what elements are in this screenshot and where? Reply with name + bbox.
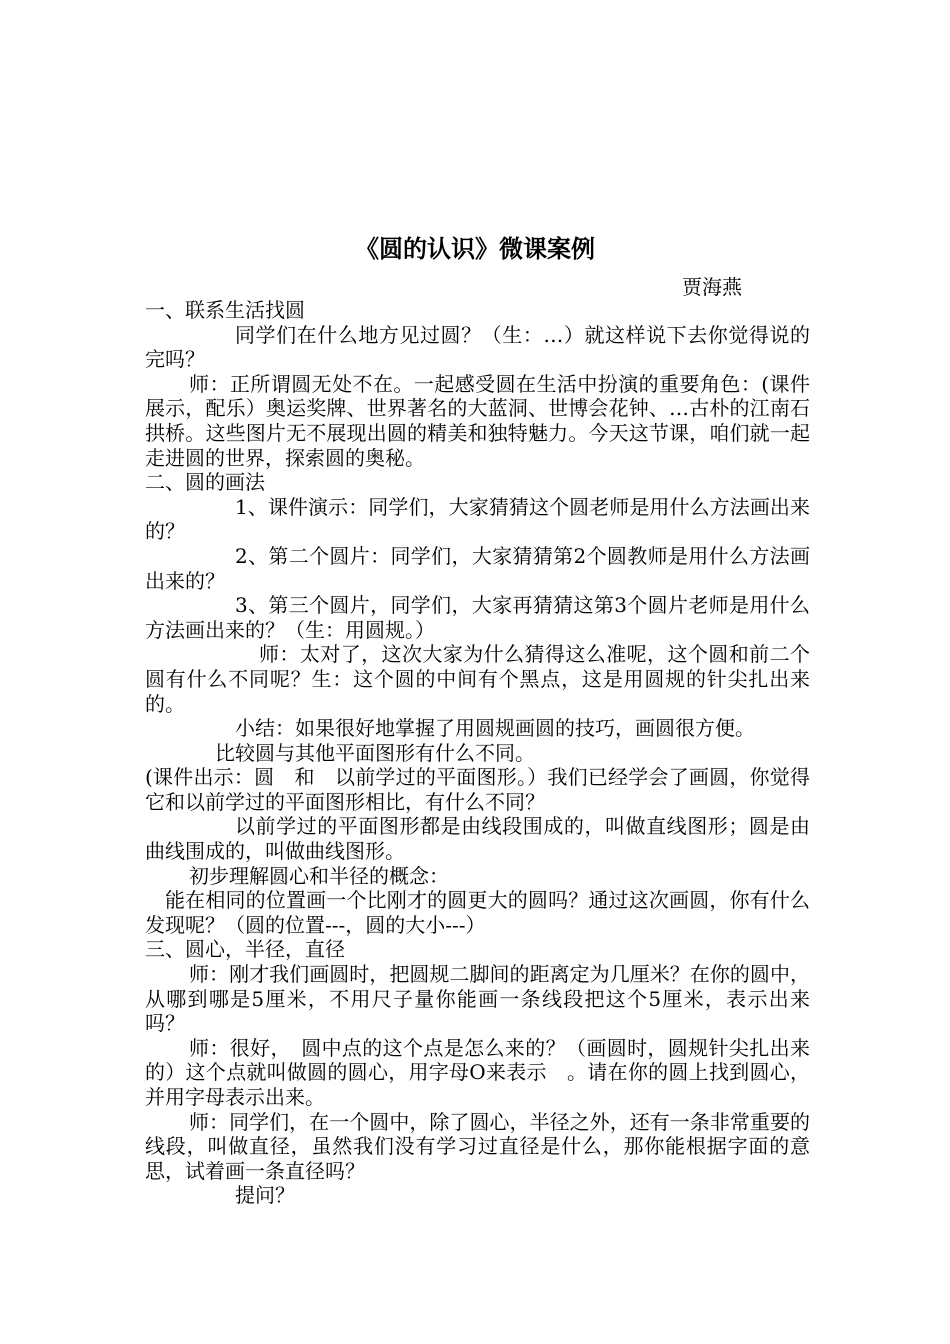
paragraph: 同学们在什么地方见过圆？（生：…）就这样说下去你觉得说的完吗？ <box>145 322 810 372</box>
paragraph: 师：太对了，这次大家为什么猜得这么准呢，这个圆和前二个圆有什么不同呢？生：这个圆的中间有个黑点，这是用圆规的针尖扎出来的。 <box>145 642 810 716</box>
paragraph: 比较圆与其他平面图形有什么不同。 <box>215 740 535 765</box>
paragraph: 3、第三个圆片，同学们，大家再猜猜这第3个圆片老师是用什么方法画出来的？（生：用圆规。） <box>145 593 810 642</box>
paragraph: 师：很好， 圆中点的这个点是怎么来的？（画圆时，圆规针尖扎出来的）这个点就叫做圆的圆心，用字母O来表示 。请在你的圆上找到圆心，并用字母表示出来。 <box>145 1035 810 1109</box>
document-title: 《圆的认识》微课案例 <box>355 235 595 263</box>
section-heading: 二、圆的画法 <box>145 470 265 495</box>
paragraph: 师：同学们，在一个圆中，除了圆心，半径之外，还有一条非常重要的线段，叫做直径，虽然我们没有学习过直径是什么，那你能根据字面的意思，试着画一条直径吗？ <box>145 1109 810 1183</box>
paragraph: (课件出示：圆 和 以前学过的平面图形。）我们已经学会了画圆，你觉得它和以前学过的平面图形相比，有什么不同？ <box>145 765 810 814</box>
paragraph: 1、课件演示：同学们，大家猜猜这个圆老师是用什么方法画出来的？ <box>145 494 810 544</box>
document-body <box>145 298 810 1208</box>
paragraph: 以前学过的平面图形都是由线段围成的，叫做直线图形；圆是由曲线围成的，叫做曲线图形。 <box>145 814 810 864</box>
paragraph: 小结：如果很好地掌握了用圆规画圆的技巧，画圆很方便。 <box>235 716 755 741</box>
author-name: 贾海燕 <box>682 275 742 299</box>
paragraph: 提问？ <box>235 1183 295 1208</box>
paragraph: 能在相同的位置画一个比刚才的圆更大的圆吗？通过这次画圆，你有什么发现呢？（圆的位置---，圆的大小---） <box>145 888 810 937</box>
paragraph: 师：正所谓圆无处不在。一起感受圆在生活中扮演的重要角色：(课件展示，配乐）奥运奖牌、世界著名的大蓝洞、世博会花钟、…古朴的江南石拱桥。这些图片无不展现出圆的精美和独特魅力。今天这节课，咱们就一起走进圆的世界，探索圆的奥秘。 <box>145 371 810 470</box>
paragraph: 2、第二个圆片：同学们，大家猜猜第2个圆教师是用什么方法画出来的？ <box>145 543 810 593</box>
section-heading: 一、联系生活找圆 <box>145 298 305 322</box>
section-heading: 三、圆心，半径，直径 <box>145 937 345 962</box>
paragraph: 初步理解圆心和半径的概念： <box>189 863 449 888</box>
paragraph: 师：刚才我们画圆时，把圆规二脚间的距离定为几厘米？在你的圆中，从哪到哪是5厘米，不用尺子量你能画一条线段把这个5厘米，表示出来吗？ <box>145 962 810 1036</box>
